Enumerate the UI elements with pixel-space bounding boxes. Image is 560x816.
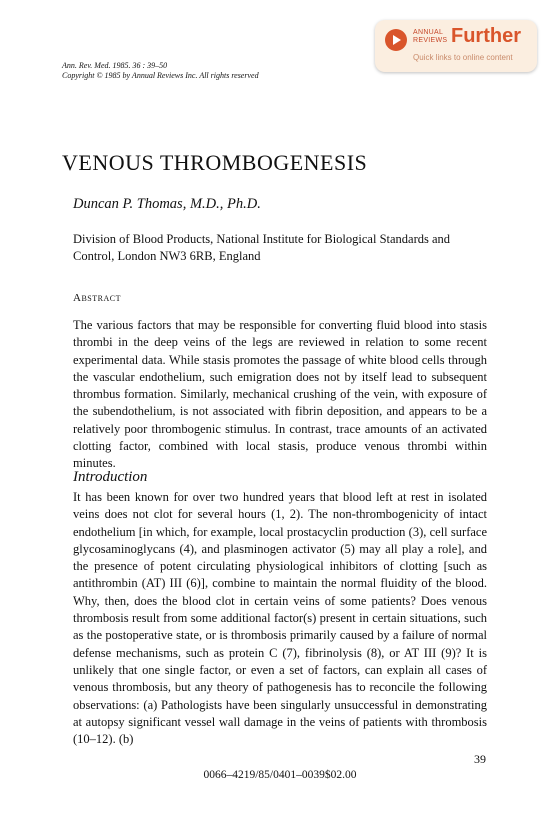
- further-sublabel: Quick links to online content: [413, 53, 513, 62]
- further-badge[interactable]: [375, 20, 537, 72]
- abstract-heading: Abstract: [73, 292, 121, 304]
- author-line: Duncan P. Thomas, M.D., Ph.D.: [73, 196, 261, 212]
- introduction-text: It has been known for over two hundred years that blood left at rest in isolated veins does not clot for several hours (1, 2). The non-thrombogenicity of intact endothelium [in which, for example, local prostacyclin production (3), cell surface glycosaminoglycans (4), and plasminogen activator (5) may all play a role], and the presence of potent circulating physiological inhibitors of clotting [such as antithrombin (AT) III (6)], combine to maintain the normal fluidity of the blood. Why, then, does the blood clot in certain veins of some patients? Does venous thrombosis result from some additional factor(s) present in certain situations, such as the postoperative state, or is thrombosis primarily caused by a failure of normal defense mechanisms, such as protein C (7), fibrinolysis (8), or AT III (9)? It is unlikely that one single factor, or even a set of factors, can explain all cases of venous thrombosis, but any theory of pathogenesis has to reconcile the following observations: (a) Pathologists have been singularly unsuccessful in demonstrating at autopsy significant vessel wall damage in the veins of patients with thrombosis (10–12). (b): [73, 490, 487, 747]
- page-number: 39: [474, 752, 486, 766]
- further-label: Further: [451, 25, 521, 47]
- article-title: VENOUS THROMBOGENESIS: [62, 150, 368, 175]
- journal-citation: Ann. Rev. Med. 1985. 36 : 39–50 Copyright © 1985 by Annual Reviews Inc. All rights reserved: [62, 61, 259, 80]
- play-icon: [385, 29, 407, 51]
- footer-code: 0066–4219/85/0401–0039$02.00: [203, 769, 357, 781]
- affiliation: Division of Blood Products, National Institute for Biological Standards and Control, London NW3 6RB, England: [73, 232, 451, 263]
- annual-reviews-logo: ANNUAL REVIEWS: [413, 29, 448, 44]
- abstract-text: The various factors that may be responsible for converting fluid blood into stasis thrombi in the deep veins of the legs are reviewed in relation to some recent experimental data. While stasis promotes the passage of white blood cells through the vascular endothelium, such emigration does not by itself lead to subsequent thrombus formation. Similarly, mechanical crushing of the vein, with exposure of the subendothelium, is not associated with fibrin deposition, and appears to be a relatively poor thrombogenic stimulus. In contrast, trace amounts of an activated clotting factor, combined with local stasis, produce venous thrombi within minutes.: [73, 318, 487, 471]
- introduction-heading: Introduction: [73, 469, 148, 485]
